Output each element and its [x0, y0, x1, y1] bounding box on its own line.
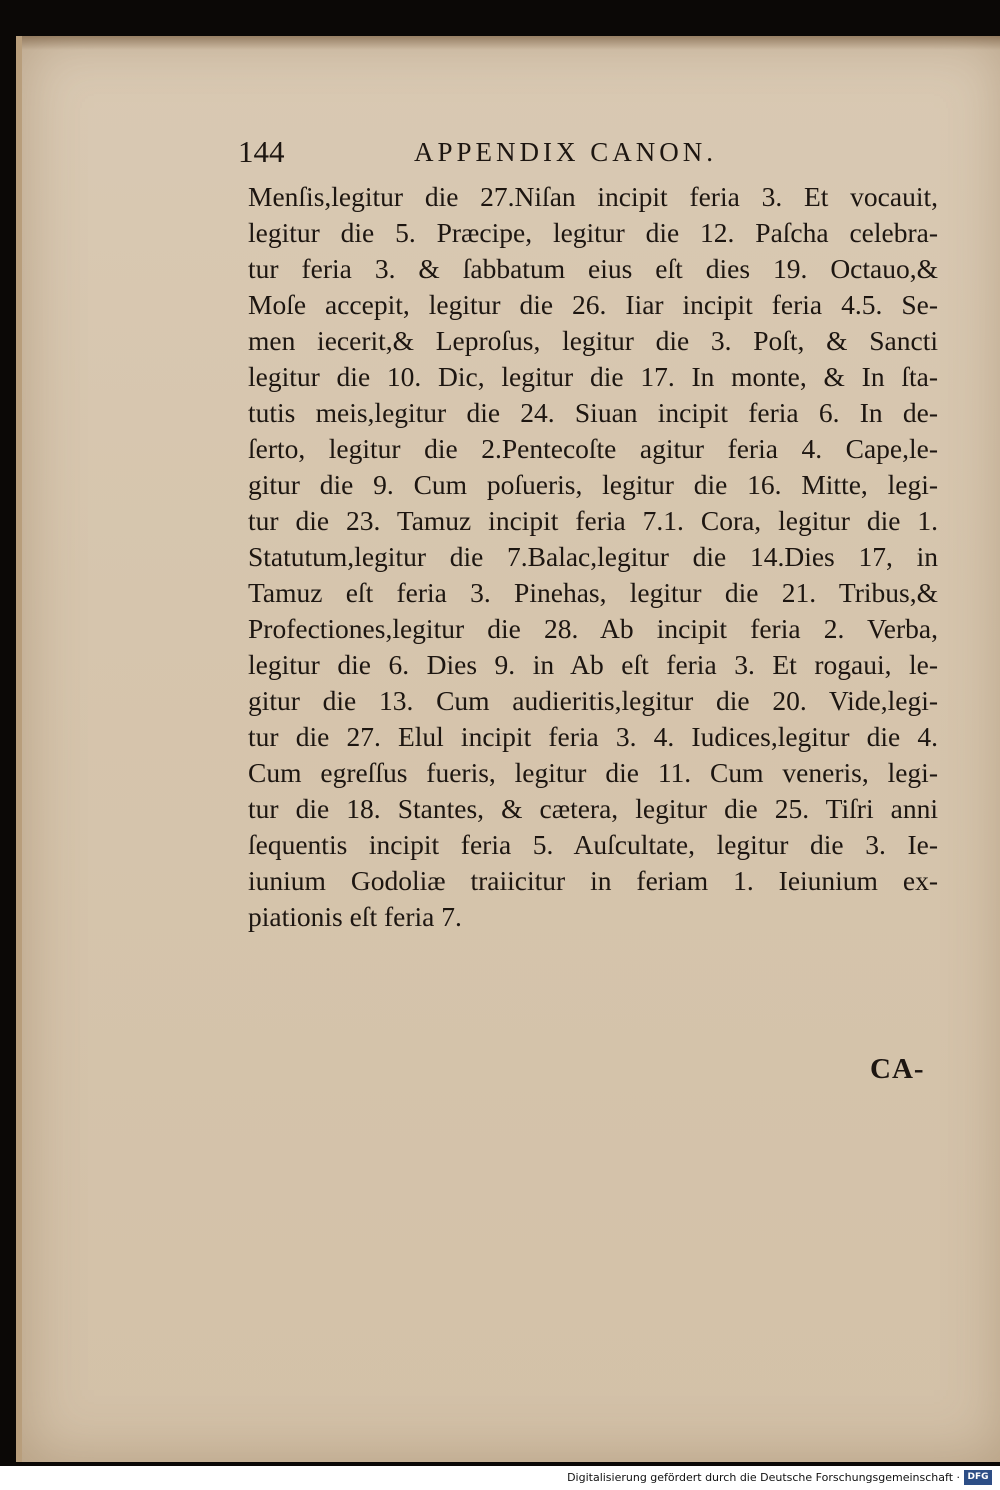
text-line: gitur die 13. Cum audieritis,legitur die 20. Vide,legi- — [248, 685, 938, 716]
text-line: iunium Godoliæ traiicitur in feriam 1. Ieiunium ex- — [248, 865, 938, 896]
text-line: Cum egreſſus fueris, legitur die 11. Cum veneris, legi- — [248, 757, 938, 788]
text-line: ſequentis incipit feria 5. Auſcultate, legitur die 3. Ie- — [248, 829, 938, 860]
text-line: tur die 27. Elul incipit feria 3. 4. Iudices,legitur die 4. — [248, 721, 938, 752]
running-title: APPENDIX CANON. — [414, 137, 718, 167]
text-line: Profectiones,legitur die 28. Ab incipit feria 2. Verba, — [248, 613, 938, 644]
text-line: legitur die 5. Præcipe, legitur die 12. Paſcha celebra- — [248, 217, 938, 248]
text-line: Tamuz eſt feria 3. Pinehas, legitur die 21. Tribus,& — [248, 577, 938, 608]
text-line: piationis eſt feria 7. — [248, 901, 462, 932]
text-line: Moſe accepit, legitur die 26. Iiar incipit feria 4.5. Se- — [248, 289, 938, 320]
running-header — [238, 132, 758, 172]
page-number: 144 — [238, 134, 285, 169]
text-line: Statutum,legitur die 7.Balac,legitur die 14.Dies 17, in — [248, 541, 938, 572]
text-line: tur die 23. Tamuz incipit feria 7.1. Cora, legitur die 1. — [248, 505, 938, 536]
text-line: legitur die 10. Dic, legitur die 17. In monte, & In ſta- — [248, 361, 938, 392]
text-line: ſerto, legitur die 2.Pentecoſte agitur feria 4. Cape,le- — [248, 433, 938, 464]
text-line: men iecerit,& Leproſus, legitur die 3. Poſt, & Sancti — [248, 325, 938, 356]
text-line: legitur die 6. Dies 9. in Ab eſt feria 3. Et rogaui, le- — [248, 649, 938, 680]
text-line: Menſis,legitur die 27.Niſan incipit feria 3. Et vocauit, — [248, 181, 938, 212]
catchword: CA- — [870, 1053, 925, 1085]
text-line: tutis meis,legitur die 24. Siuan incipit feria 6. In de- — [248, 397, 938, 428]
text-line: gitur die 9. Cum poſueris, legitur die 16. Mitte, legi- — [248, 469, 938, 500]
funding-credit: Digitalisierung gefördert durch die Deutsche Forschungsgemeinschaft · — [567, 1471, 960, 1484]
text-line: tur feria 3. & ſabbatum eius eſt dies 19. Octauo,& — [248, 253, 938, 284]
text-line: tur die 18. Stantes, & cætera, legitur die 25. Tiſri anni — [248, 793, 938, 824]
dfg-logo: DFG — [964, 1470, 992, 1485]
body-text — [248, 179, 938, 935]
digitization-footer — [0, 1466, 1000, 1490]
